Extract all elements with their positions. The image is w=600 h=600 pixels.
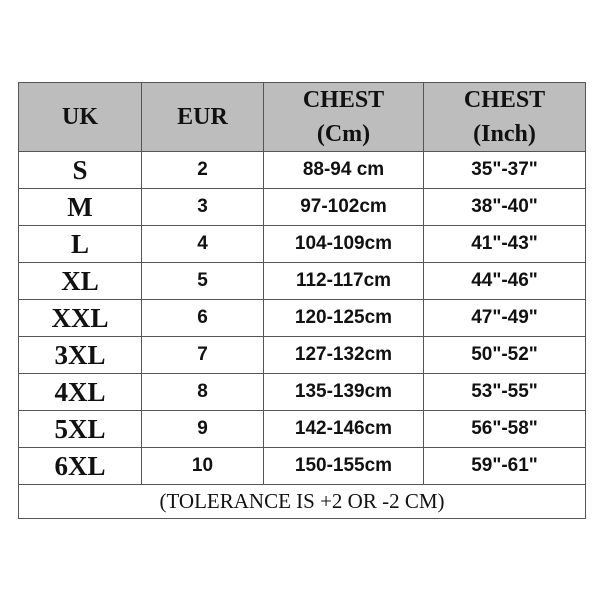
cell-chest-cm: 112-117cm [264, 263, 424, 300]
header-eur: EUR [142, 83, 264, 152]
cell-uk-size: 5XL [19, 411, 142, 448]
cell-uk-size: L [19, 226, 142, 263]
cell-chest-inch: 35"-37" [424, 152, 586, 189]
table-row [19, 411, 586, 448]
table-row [19, 300, 586, 337]
table-row [19, 263, 586, 300]
cell-eur-size: 5 [142, 263, 264, 300]
cell-chest-cm: 104-109cm [264, 226, 424, 263]
table-row [19, 189, 586, 226]
table-row [19, 337, 586, 374]
cell-eur-size: 2 [142, 152, 264, 189]
header-chest-cm [264, 83, 424, 152]
header-chest-cm-line2: (Cm) [316, 121, 371, 147]
table-row [19, 226, 586, 263]
table-row [19, 448, 586, 485]
header-chest-inch [424, 83, 586, 152]
cell-eur-size: 6 [142, 300, 264, 337]
cell-chest-cm: 150-155cm [264, 448, 424, 485]
cell-chest-cm: 97-102cm [264, 189, 424, 226]
cell-eur-size: 4 [142, 226, 264, 263]
cell-chest-inch: 44"-46" [424, 263, 586, 300]
cell-uk-size: XXL [19, 300, 142, 337]
header-chest-inch-line1: CHEST [463, 87, 546, 113]
header-uk: UK [19, 83, 142, 152]
table-row [19, 374, 586, 411]
cell-eur-size: 3 [142, 189, 264, 226]
tolerance-note: (TOLERANCE IS +2 OR -2 CM) [19, 485, 586, 519]
cell-chest-inch: 53"-55" [424, 374, 586, 411]
tolerance-row [19, 485, 586, 519]
cell-chest-cm: 120-125cm [264, 300, 424, 337]
cell-chest-inch: 41"-43" [424, 226, 586, 263]
cell-uk-size: 6XL [19, 448, 142, 485]
cell-eur-size: 7 [142, 337, 264, 374]
cell-chest-inch: 59"-61" [424, 448, 586, 485]
cell-chest-inch: 38"-40" [424, 189, 586, 226]
cell-chest-cm: 142-146cm [264, 411, 424, 448]
cell-eur-size: 10 [142, 448, 264, 485]
cell-uk-size: M [19, 189, 142, 226]
cell-eur-size: 8 [142, 374, 264, 411]
cell-chest-inch: 50"-52" [424, 337, 586, 374]
cell-chest-inch: 56"-58" [424, 411, 586, 448]
table-row [19, 152, 586, 189]
cell-chest-cm: 135-139cm [264, 374, 424, 411]
header-row [19, 83, 586, 152]
cell-uk-size: 3XL [19, 337, 142, 374]
header-chest-cm-line1: CHEST [302, 87, 385, 113]
cell-chest-cm: 127-132cm [264, 337, 424, 374]
cell-chest-cm: 88-94 cm [264, 152, 424, 189]
cell-uk-size: XL [19, 263, 142, 300]
cell-uk-size: S [19, 152, 142, 189]
cell-eur-size: 9 [142, 411, 264, 448]
header-chest-inch-line2: (Inch) [473, 121, 536, 147]
cell-uk-size: 4XL [19, 374, 142, 411]
cell-chest-inch: 47"-49" [424, 300, 586, 337]
size-chart-table [18, 82, 586, 519]
